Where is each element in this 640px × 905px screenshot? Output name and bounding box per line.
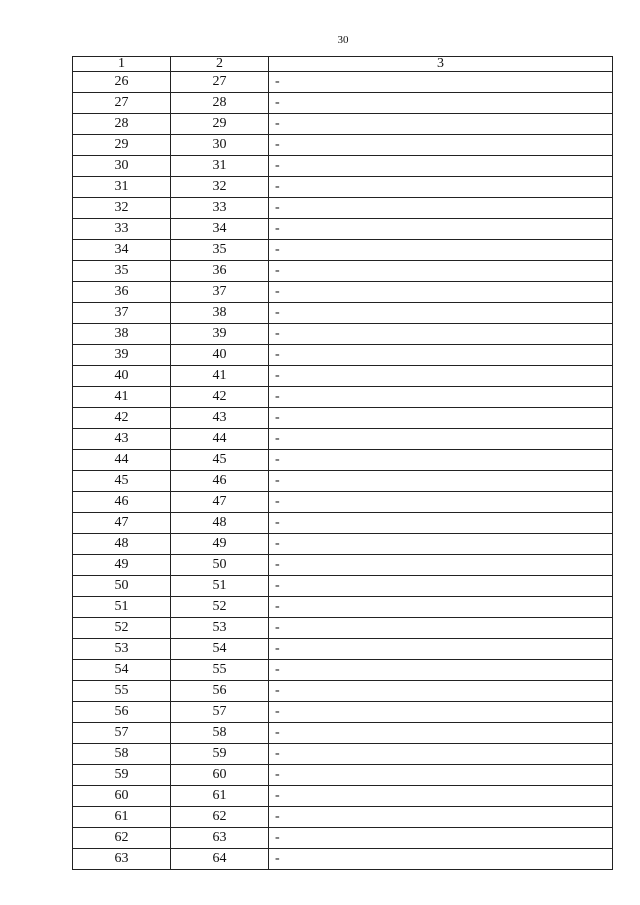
cell-col-1: 29 — [73, 135, 171, 156]
cell-col-1: 55 — [73, 681, 171, 702]
table-row — [73, 450, 613, 471]
table-row — [73, 492, 613, 513]
cell-col-2: 61 — [171, 786, 269, 807]
table-row — [73, 660, 613, 681]
cell-col-3: - — [269, 639, 613, 660]
cell-col-3: - — [269, 660, 613, 681]
cell-col-3: - — [269, 786, 613, 807]
cell-col-1: 30 — [73, 156, 171, 177]
cell-col-1: 41 — [73, 387, 171, 408]
column-header-1: 1 — [73, 57, 171, 72]
table-row — [73, 345, 613, 366]
table-row — [73, 744, 613, 765]
cell-col-2: 54 — [171, 639, 269, 660]
cell-col-3: - — [269, 72, 613, 93]
cell-col-2: 60 — [171, 765, 269, 786]
data-table — [72, 56, 613, 870]
cell-col-2: 46 — [171, 471, 269, 492]
table-row — [73, 807, 613, 828]
cell-col-2: 33 — [171, 198, 269, 219]
cell-col-1: 49 — [73, 555, 171, 576]
cell-col-3: - — [269, 597, 613, 618]
table-row — [73, 723, 613, 744]
cell-col-2: 43 — [171, 408, 269, 429]
cell-col-3: - — [269, 576, 613, 597]
cell-col-2: 38 — [171, 303, 269, 324]
cell-col-2: 31 — [171, 156, 269, 177]
cell-col-1: 53 — [73, 639, 171, 660]
cell-col-3: - — [269, 429, 613, 450]
cell-col-2: 37 — [171, 282, 269, 303]
cell-col-1: 58 — [73, 744, 171, 765]
table-row — [73, 702, 613, 723]
column-header-3: 3 — [269, 57, 613, 72]
cell-col-2: 42 — [171, 387, 269, 408]
page-number: 30 — [337, 34, 349, 46]
table-row — [73, 786, 613, 807]
cell-col-3: - — [269, 324, 613, 345]
cell-col-3: - — [269, 744, 613, 765]
table-row — [73, 303, 613, 324]
cell-col-1: 36 — [73, 282, 171, 303]
cell-col-1: 57 — [73, 723, 171, 744]
table-row — [73, 114, 613, 135]
cell-col-1: 37 — [73, 303, 171, 324]
table-row — [73, 387, 613, 408]
cell-col-1: 52 — [73, 618, 171, 639]
cell-col-2: 44 — [171, 429, 269, 450]
cell-col-1: 31 — [73, 177, 171, 198]
cell-col-3: - — [269, 828, 613, 849]
table-row — [73, 366, 613, 387]
cell-col-2: 48 — [171, 513, 269, 534]
cell-col-3: - — [269, 408, 613, 429]
table-row — [73, 324, 613, 345]
cell-col-3: - — [269, 282, 613, 303]
cell-col-2: 63 — [171, 828, 269, 849]
cell-col-1: 43 — [73, 429, 171, 450]
table-row — [73, 72, 613, 93]
cell-col-3: - — [269, 681, 613, 702]
cell-col-2: 57 — [171, 702, 269, 723]
cell-col-1: 26 — [73, 72, 171, 93]
table-row — [73, 177, 613, 198]
cell-col-2: 28 — [171, 93, 269, 114]
table-row — [73, 240, 613, 261]
cell-col-2: 62 — [171, 807, 269, 828]
cell-col-1: 61 — [73, 807, 171, 828]
cell-col-1: 46 — [73, 492, 171, 513]
cell-col-1: 34 — [73, 240, 171, 261]
cell-col-2: 27 — [171, 72, 269, 93]
cell-col-3: - — [269, 387, 613, 408]
table-row — [73, 93, 613, 114]
cell-col-3: - — [269, 135, 613, 156]
table-row — [73, 681, 613, 702]
cell-col-1: 27 — [73, 93, 171, 114]
cell-col-1: 47 — [73, 513, 171, 534]
table-row — [73, 282, 613, 303]
cell-col-1: 38 — [73, 324, 171, 345]
cell-col-1: 33 — [73, 219, 171, 240]
cell-col-3: - — [269, 450, 613, 471]
table-row — [73, 555, 613, 576]
cell-col-2: 59 — [171, 744, 269, 765]
cell-col-3: - — [269, 492, 613, 513]
table-row — [73, 849, 613, 870]
cell-col-1: 44 — [73, 450, 171, 471]
cell-col-2: 40 — [171, 345, 269, 366]
cell-col-1: 35 — [73, 261, 171, 282]
table-row — [73, 135, 613, 156]
cell-col-3: - — [269, 366, 613, 387]
cell-col-2: 53 — [171, 618, 269, 639]
table-row — [73, 261, 613, 282]
cell-col-3: - — [269, 345, 613, 366]
cell-col-3: - — [269, 765, 613, 786]
cell-col-1: 40 — [73, 366, 171, 387]
cell-col-2: 36 — [171, 261, 269, 282]
cell-col-2: 32 — [171, 177, 269, 198]
cell-col-1: 56 — [73, 702, 171, 723]
cell-col-2: 52 — [171, 597, 269, 618]
table-row — [73, 639, 613, 660]
cell-col-2: 50 — [171, 555, 269, 576]
cell-col-3: - — [269, 702, 613, 723]
cell-col-3: - — [269, 198, 613, 219]
cell-col-2: 29 — [171, 114, 269, 135]
cell-col-3: - — [269, 534, 613, 555]
cell-col-2: 56 — [171, 681, 269, 702]
table-row — [73, 828, 613, 849]
cell-col-2: 49 — [171, 534, 269, 555]
cell-col-1: 48 — [73, 534, 171, 555]
table-row — [73, 408, 613, 429]
cell-col-1: 59 — [73, 765, 171, 786]
cell-col-1: 45 — [73, 471, 171, 492]
cell-col-3: - — [269, 471, 613, 492]
table-row — [73, 429, 613, 450]
table-row — [73, 156, 613, 177]
cell-col-2: 58 — [171, 723, 269, 744]
table-row — [73, 576, 613, 597]
cell-col-3: - — [269, 156, 613, 177]
cell-col-2: 51 — [171, 576, 269, 597]
cell-col-2: 45 — [171, 450, 269, 471]
cell-col-2: 35 — [171, 240, 269, 261]
table-row — [73, 534, 613, 555]
cell-col-2: 39 — [171, 324, 269, 345]
table-row — [73, 198, 613, 219]
cell-col-2: 30 — [171, 135, 269, 156]
table-header-row — [73, 57, 613, 72]
cell-col-1: 63 — [73, 849, 171, 870]
cell-col-3: - — [269, 618, 613, 639]
table-row — [73, 597, 613, 618]
cell-col-2: 47 — [171, 492, 269, 513]
cell-col-1: 60 — [73, 786, 171, 807]
cell-col-3: - — [269, 114, 613, 135]
cell-col-3: - — [269, 177, 613, 198]
cell-col-3: - — [269, 849, 613, 870]
cell-col-3: - — [269, 303, 613, 324]
cell-col-1: 28 — [73, 114, 171, 135]
table-row — [73, 765, 613, 786]
cell-col-2: 55 — [171, 660, 269, 681]
cell-col-1: 51 — [73, 597, 171, 618]
cell-col-1: 42 — [73, 408, 171, 429]
cell-col-2: 34 — [171, 219, 269, 240]
cell-col-1: 39 — [73, 345, 171, 366]
cell-col-3: - — [269, 555, 613, 576]
cell-col-2: 64 — [171, 849, 269, 870]
column-header-2: 2 — [171, 57, 269, 72]
table-row — [73, 471, 613, 492]
cell-col-3: - — [269, 261, 613, 282]
cell-col-1: 50 — [73, 576, 171, 597]
cell-col-3: - — [269, 93, 613, 114]
cell-col-3: - — [269, 240, 613, 261]
table-body — [73, 72, 613, 870]
table-row — [73, 219, 613, 240]
table-row — [73, 513, 613, 534]
cell-col-3: - — [269, 219, 613, 240]
cell-col-1: 54 — [73, 660, 171, 681]
table-row — [73, 618, 613, 639]
cell-col-3: - — [269, 513, 613, 534]
cell-col-2: 41 — [171, 366, 269, 387]
cell-col-3: - — [269, 807, 613, 828]
cell-col-3: - — [269, 723, 613, 744]
cell-col-1: 62 — [73, 828, 171, 849]
cell-col-1: 32 — [73, 198, 171, 219]
